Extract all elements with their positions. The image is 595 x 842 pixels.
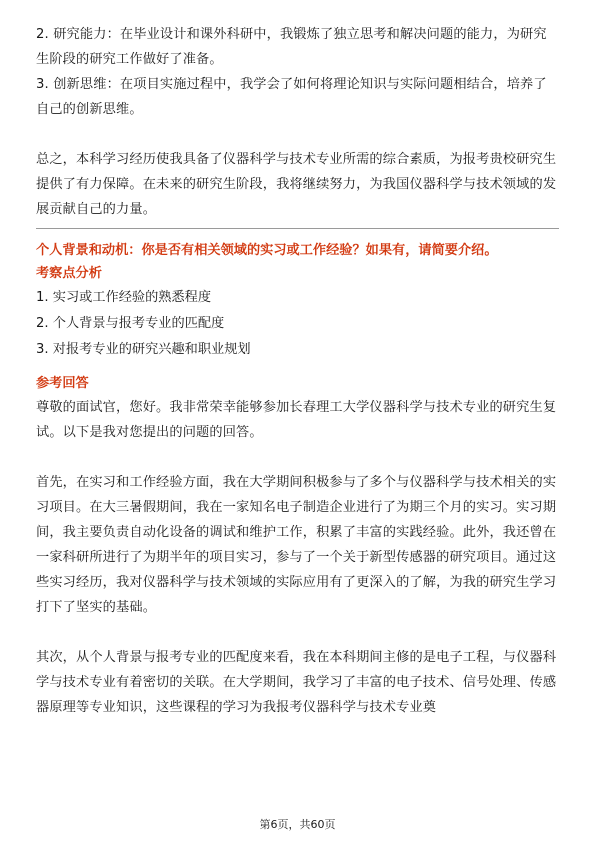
page-number: 第6页，共60页 <box>259 818 336 831</box>
answer-heading: 参考回答 <box>36 376 89 391</box>
interview-question: 个人背景和动机：你是否有相关领域的实习或工作经验？如果有，请简要介绍。 <box>36 243 498 258</box>
summary-paragraph: 总之，本科学习经历使我具备了仪器科学与技术专业所需的综合素质，为报考贵校研究生提供了有力保障。在未来的研究生阶段，我将继续努力，为我国仪器科学与技术领域的发展贡献自己的力量。 <box>36 152 557 217</box>
analysis-heading: 考察点分析 <box>36 266 102 281</box>
analysis-item: 2. 个人背景与报考专业的匹配度 <box>36 316 225 331</box>
analysis-item: 1. 实习或工作经验的熟悉程度 <box>36 290 212 305</box>
section-divider <box>36 228 559 229</box>
answer-paragraph: 其次，从个人背景与报考专业的匹配度来看，我在本科期间主修的是电子工程，与仪器科学与技术专业有着密切的关联。在大学期间，我学习了丰富的电子技术、信号处理、传感器原理等专业知识，这些课程的学习为我报考仪器科学与技术专业奠 <box>36 650 557 715</box>
document-page <box>36 22 559 720</box>
answer-paragraph: 尊敬的面试官，您好。我非常荣幸能够参加长春理工大学仪器科学与技术专业的研究生复试。以下是我对您提出的问题的回答。 <box>36 400 557 440</box>
analysis-item: 3. 对报考专业的研究兴趣和职业规划 <box>36 342 251 357</box>
research-ability-paragraph: 2. 研究能力：在毕业设计和课外科研中，我锻炼了独立思考和解决问题的能力，为研究生阶段的研究工作做好了准备。 <box>36 27 547 67</box>
innovation-paragraph: 3. 创新思维：在项目实施过程中，我学会了如何将理论知识与实际问题相结合，培养了自己的创新思维。 <box>36 77 547 117</box>
answer-paragraph: 首先，在实习和工作经验方面，我在大学期间积极参与了多个与仪器科学与技术相关的实习项目。在大三暑假期间，我在一家知名电子制造企业进行了为期三个月的实习。实习期间，我主要负责自动化设备的调试和维护工作，积累了丰富的实践经验。此外，我还曾在一家科研所进行了为期半年的项目实习，参与了一个关于新型传感器的研究项目。通过这些实习经历，我对仪器科学与技术领域的实际应用有了更深入的了解，为我的研究生学习打下了坚实的基础。 <box>36 475 557 615</box>
